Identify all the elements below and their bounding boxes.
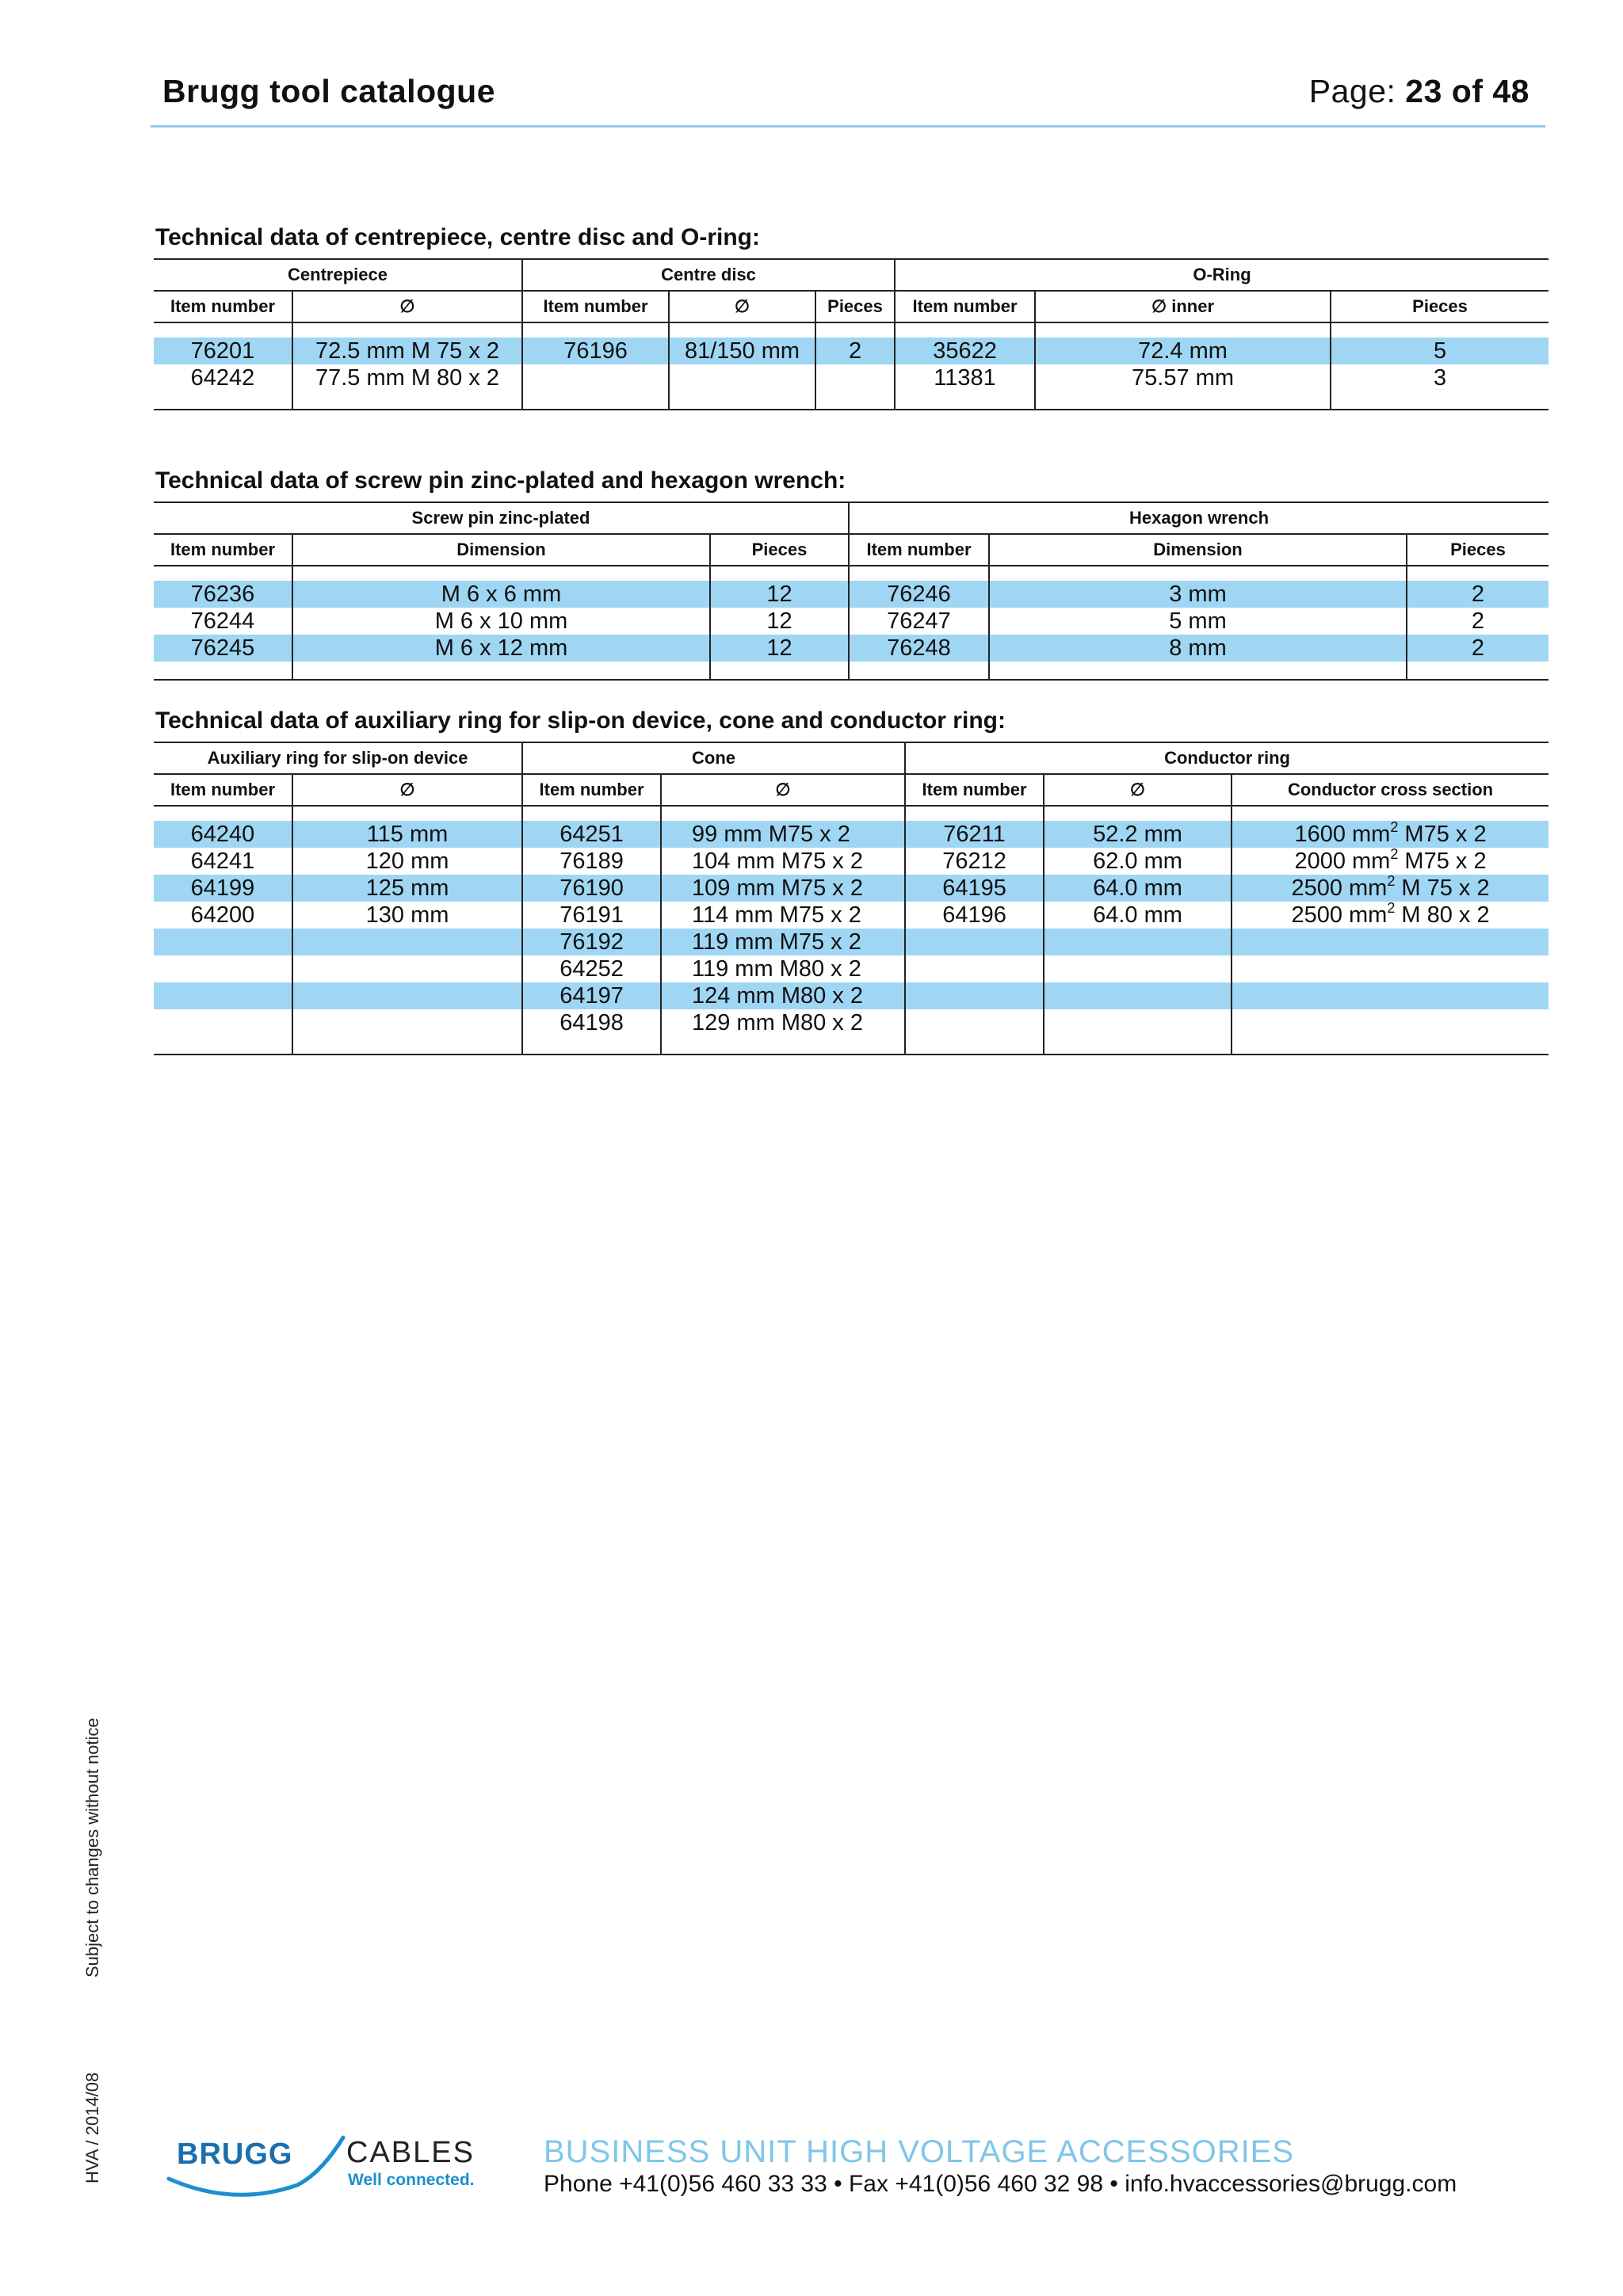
group-header-centre-disc: Centre disc xyxy=(522,259,895,291)
section-title-auxiliary-ring: Technical data of auxiliary ring for slip-on device, cone and conductor ring: xyxy=(155,707,1006,734)
column-header: Dimension xyxy=(989,534,1407,566)
table-cell: 3 xyxy=(1331,364,1549,391)
table-cell: 72.4 mm xyxy=(1035,338,1331,364)
column-header: Pieces xyxy=(1331,291,1549,322)
table-row xyxy=(154,902,1549,929)
table-row xyxy=(154,982,1549,1009)
table-cell: 2 xyxy=(1407,608,1549,635)
group-header-o-ring: O-Ring xyxy=(895,259,1549,291)
table-cell: 12 xyxy=(710,581,849,608)
table-cell: 12 xyxy=(710,635,849,662)
table-cell xyxy=(292,955,522,982)
table-cell: 115 mm xyxy=(292,821,522,848)
brugg-cables-logo xyxy=(162,2130,487,2201)
logo-brand: BRUGG xyxy=(177,2138,293,2171)
column-header-diameter: ∅ xyxy=(292,291,522,322)
table-cell xyxy=(154,982,292,1009)
table-cell: 129 mm M80 x 2 xyxy=(661,1009,905,1036)
table-cell xyxy=(154,1009,292,1036)
table-row xyxy=(154,338,1549,364)
table-cell: 76247 xyxy=(849,608,989,635)
table-cell: 81/150 mm xyxy=(669,338,815,364)
table-cell xyxy=(292,982,522,1009)
column-header: Item number xyxy=(849,534,989,566)
superscript: 2 xyxy=(1387,900,1396,916)
table-row xyxy=(154,608,1549,635)
table-cell xyxy=(522,364,669,391)
table-cell: 64241 xyxy=(190,849,255,874)
table-cell xyxy=(1044,982,1232,1009)
table-cell xyxy=(1044,929,1232,955)
table-cell: 5 mm xyxy=(989,608,1407,635)
column-header-diameter: ∅ xyxy=(1044,774,1232,806)
table-cell xyxy=(1044,1009,1232,1036)
cross-section-thread: M 75 x 2 xyxy=(1401,875,1490,901)
table-cell: 75.57 mm xyxy=(1035,364,1331,391)
column-header: Item number xyxy=(905,774,1044,806)
column-header: Conductor cross section xyxy=(1232,774,1549,806)
page-number: 23 of 48 xyxy=(1405,73,1529,109)
table-cell xyxy=(1232,875,1549,902)
table-cell: 119 mm M75 x 2 xyxy=(661,929,905,955)
table-row xyxy=(154,955,1549,982)
table-cell xyxy=(1232,848,1549,875)
section-title-centrepiece: Technical data of centrepiece, centre disc and O-ring: xyxy=(155,224,760,250)
table-cell: 2 xyxy=(815,338,895,364)
table-row xyxy=(154,929,1549,955)
table-cell xyxy=(154,929,292,955)
table-cell: 76212 xyxy=(905,848,1044,875)
table-row xyxy=(154,364,1549,391)
superscript: 2 xyxy=(1387,873,1396,889)
table-cell: M 6 x 10 mm xyxy=(292,608,710,635)
table-cell: 109 mm M75 x 2 xyxy=(661,875,905,902)
table-cell: 64251 xyxy=(522,821,661,848)
table-cell xyxy=(1232,1009,1549,1036)
business-unit: BUSINESS UNIT HIGH VOLTAGE ACCESSORIES xyxy=(544,2134,1295,2169)
table-cell: 124 mm M80 x 2 xyxy=(661,982,905,1009)
table-cell: 8 mm xyxy=(989,635,1407,662)
group-header-auxiliary-ring: Auxiliary ring for slip-on device xyxy=(154,742,522,774)
table-cell: 5 xyxy=(1331,338,1549,364)
table-cell xyxy=(154,955,292,982)
table-cell: 76192 xyxy=(522,929,661,955)
column-header: Pieces xyxy=(710,534,849,566)
table-cell xyxy=(905,929,1044,955)
superscript: 2 xyxy=(1390,846,1399,862)
table-cell: 64199 xyxy=(154,875,292,902)
table-cell xyxy=(1044,955,1232,982)
auxiliary-ring-table xyxy=(154,742,1549,1055)
table-cell: 3 mm xyxy=(989,581,1407,608)
document-code: HVA / 2014/08 xyxy=(82,2072,102,2183)
cross-section-area: 1600 mm xyxy=(1294,822,1391,847)
table-cell: 64240 xyxy=(154,821,292,848)
table-cell: M 6 x 6 mm xyxy=(292,581,710,608)
column-header-diameter-inner: ∅ inner xyxy=(1035,291,1331,322)
superscript: 2 xyxy=(1390,819,1399,835)
table-cell: 35622 xyxy=(895,338,1035,364)
table-cell: 76248 xyxy=(849,635,989,662)
table-cell: 64.0 mm xyxy=(1044,902,1232,929)
table-cell: 76201 xyxy=(154,338,292,364)
table-cell: 11381 xyxy=(895,364,1035,391)
contact-info: Phone +41(0)56 460 33 33 • Fax +41(0)56 460 32 98 • info.hvaccessories@brugg.com xyxy=(544,2171,1457,2197)
table-row xyxy=(154,581,1549,608)
table-cell xyxy=(905,982,1044,1009)
table-cell: 77.5 mm M 80 x 2 xyxy=(292,364,522,391)
table-cell xyxy=(669,364,815,391)
group-header-screw-pin: Screw pin zinc-plated xyxy=(154,502,849,534)
table-cell: 76246 xyxy=(849,581,989,608)
table-cell: 64197 xyxy=(522,982,661,1009)
column-header: Item number xyxy=(154,534,292,566)
table-row xyxy=(154,848,1549,875)
table-cell: 76245 xyxy=(154,635,292,662)
table-cell: 64195 xyxy=(905,875,1044,902)
table-cell xyxy=(1232,955,1549,982)
header-divider xyxy=(151,125,1545,128)
table-cell: 120 mm xyxy=(292,848,522,875)
table-cell: 76236 xyxy=(154,581,292,608)
cross-section-area: 2500 mm xyxy=(1291,875,1388,901)
group-header-cone: Cone xyxy=(522,742,905,774)
table-cell: 12 xyxy=(710,608,849,635)
table-cell: 64242 xyxy=(190,365,255,391)
table-cell xyxy=(292,1009,522,1036)
column-header-diameter: ∅ xyxy=(669,291,815,322)
table-cell: 130 mm xyxy=(292,902,522,929)
column-header-diameter: ∅ xyxy=(292,774,522,806)
column-header: Pieces xyxy=(815,291,895,322)
table-cell: 52.2 mm xyxy=(1044,821,1232,848)
table-cell: 64252 xyxy=(522,955,661,982)
table-cell: 64198 xyxy=(522,1009,661,1036)
table-cell: 76189 xyxy=(522,848,661,875)
column-header: Item number xyxy=(895,291,1035,322)
table-cell: 76244 xyxy=(190,608,255,634)
table-row xyxy=(154,1009,1549,1036)
table-cell: 114 mm M75 x 2 xyxy=(661,902,905,929)
group-header-hexagon-wrench: Hexagon wrench xyxy=(849,502,1549,534)
table-cell: 72.5 mm M 75 x 2 xyxy=(292,338,522,364)
logo-product: CABLES xyxy=(346,2136,475,2169)
column-header-diameter: ∅ xyxy=(661,774,905,806)
screw-pin-table xyxy=(154,502,1549,681)
table-cell: 76211 xyxy=(905,821,1044,848)
table-cell: 64.0 mm xyxy=(1044,875,1232,902)
table-cell xyxy=(1232,982,1549,1009)
column-header: Pieces xyxy=(1407,534,1549,566)
cross-section-area: 2000 mm xyxy=(1294,849,1391,874)
table-cell: 64196 xyxy=(905,902,1044,929)
cross-section-thread: M75 x 2 xyxy=(1404,849,1487,874)
table-cell xyxy=(815,364,895,391)
table-cell: 76191 xyxy=(522,902,661,929)
logo-tagline: Well connected. xyxy=(348,2171,475,2189)
catalogue-title: Brugg tool catalogue xyxy=(162,73,495,109)
column-header: Item number xyxy=(522,291,669,322)
column-header: Dimension xyxy=(292,534,710,566)
section-title-screw-pin: Technical data of screw pin zinc-plated and hexagon wrench: xyxy=(155,467,846,494)
table-cell: 76190 xyxy=(522,875,661,902)
table-cell xyxy=(905,1009,1044,1036)
table-cell: 125 mm xyxy=(292,875,522,902)
column-header: Item number xyxy=(154,291,292,322)
centrepiece-table xyxy=(154,258,1549,410)
page-prefix: Page: xyxy=(1308,73,1406,109)
table-cell: 64200 xyxy=(190,902,255,928)
column-header: Item number xyxy=(522,774,661,806)
table-row xyxy=(154,875,1549,902)
column-header: Item number xyxy=(154,774,292,806)
cross-section-area: 2500 mm xyxy=(1291,902,1388,928)
table-cell: 99 mm M75 x 2 xyxy=(661,821,905,848)
table-cell: 2 xyxy=(1407,581,1549,608)
table-cell: 62.0 mm xyxy=(1044,848,1232,875)
page-indicator xyxy=(1309,73,1529,110)
group-header-centrepiece: Centrepiece xyxy=(154,259,522,291)
table-cell xyxy=(905,955,1044,982)
table-cell: 76196 xyxy=(522,338,669,364)
table-row xyxy=(154,821,1549,848)
table-row xyxy=(154,635,1549,662)
group-header-conductor-ring: Conductor ring xyxy=(905,742,1549,774)
table-cell: 104 mm M75 x 2 xyxy=(661,848,905,875)
table-cell: M 6 x 12 mm xyxy=(292,635,710,662)
table-cell: 119 mm M80 x 2 xyxy=(661,955,905,982)
table-cell xyxy=(1232,902,1549,929)
table-cell xyxy=(292,929,522,955)
cross-section-thread: M75 x 2 xyxy=(1404,822,1487,847)
table-cell xyxy=(1232,929,1549,955)
table-cell: 2 xyxy=(1407,635,1549,662)
table-cell xyxy=(1232,821,1549,848)
cross-section-thread: M 80 x 2 xyxy=(1401,902,1490,928)
changes-notice: Subject to changes without notice xyxy=(82,1718,102,1978)
